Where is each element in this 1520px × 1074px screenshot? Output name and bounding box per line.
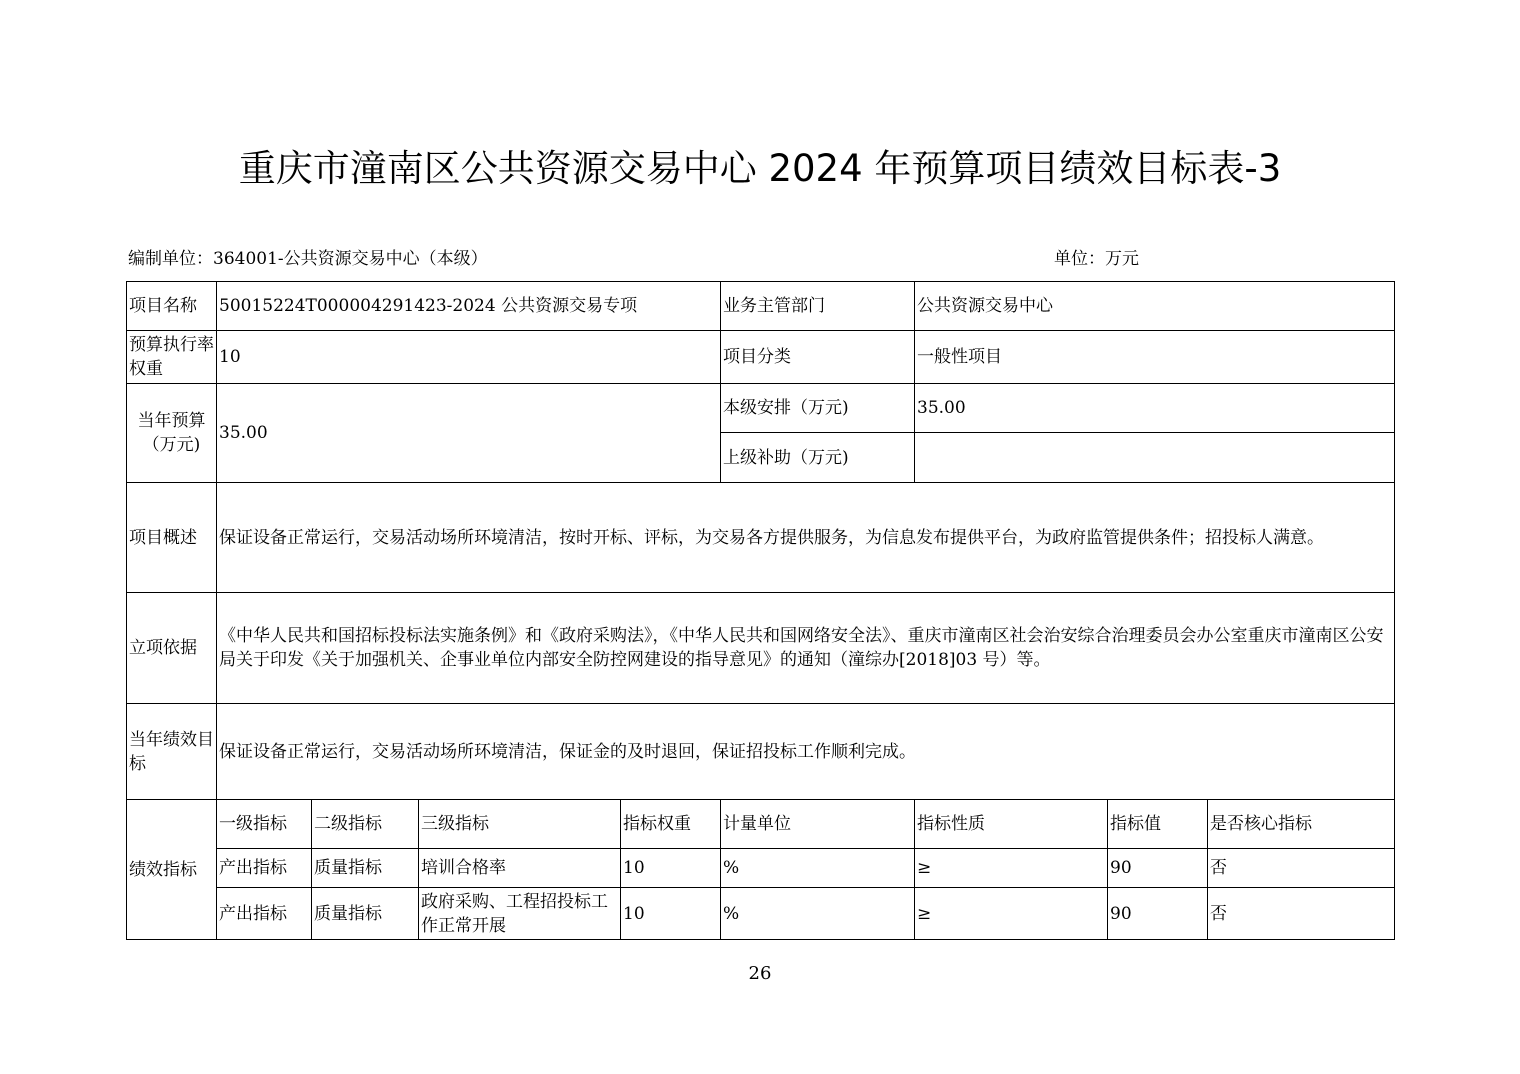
table-row (127, 849, 1395, 888)
indicator-cell: 产出指标 (217, 888, 312, 940)
indicator-cell: 10 (621, 849, 721, 888)
basis-value: 《中华人民共和国招标投标法实施条例》和《政府采购法》，《中华人民共和国网络安全法》、重庆市潼南区社会治安综合治理委员会办公室重庆市潼南区公安局关于印发《关于加强机关、企事业单位内部安全防控网建设的指导意见》的通知（潼综办[2018]03 号）等。 (217, 593, 1395, 704)
row-overview (127, 483, 1395, 593)
goal-value: 保证设备正常运行，交易活动场所环境清洁，保证金的及时退回，保证招投标工作顺利完成。 (217, 704, 1395, 800)
header-cell: 计量单位 (721, 800, 915, 849)
budget-value: 35.00 (217, 384, 721, 483)
project-name-value: 50015224T000004291423-2024 公共资源交易专项 (217, 282, 721, 331)
header-cell: 指标权重 (621, 800, 721, 849)
header-cell: 是否核心指标 (1208, 800, 1395, 849)
indicator-cell: % (721, 888, 915, 940)
row-project-name (127, 282, 1395, 331)
header-cell: 二级指标 (312, 800, 419, 849)
weight-value: 10 (217, 331, 721, 384)
unit-label: 单位：万元 (1054, 249, 1139, 269)
upper-value (915, 433, 1395, 483)
org-label: 编制单位：364001-公共资源交易中心（本级） (128, 249, 488, 269)
weight-label: 预算执行率权重 (127, 331, 217, 384)
header-cell: 指标性质 (915, 800, 1108, 849)
budget-label: 当年预算（万元) (127, 384, 217, 483)
indicator-cell: 政府采购、工程招投标工作正常开展 (419, 888, 621, 940)
overview-value: 保证设备正常运行，交易活动场所环境清洁，按时开标、评标，为交易各方提供服务，为信息发布提供平台，为政府监管提供条件；招投标人满意。 (217, 483, 1395, 593)
basis-label: 立项依据 (127, 593, 217, 704)
indicator-cell: 90 (1108, 849, 1208, 888)
indicator-cell: 质量指标 (312, 849, 419, 888)
indicator-cell: ≥ (915, 888, 1108, 940)
header-cell: 指标值 (1108, 800, 1208, 849)
indicator-cell: 质量指标 (312, 888, 419, 940)
dept-label: 业务主管部门 (721, 282, 915, 331)
dept-value: 公共资源交易中心 (915, 282, 1395, 331)
project-name-label: 项目名称 (127, 282, 217, 331)
upper-label: 上级补助（万元) (721, 433, 915, 483)
table-row (127, 888, 1395, 940)
overview-label: 项目概述 (127, 483, 217, 593)
performance-table (126, 281, 1395, 940)
row-budget (127, 384, 1395, 433)
indicator-cell: 10 (621, 888, 721, 940)
category-value: 一般性项目 (915, 331, 1395, 384)
row-weight (127, 331, 1395, 384)
header-cell: 一级指标 (217, 800, 312, 849)
indicator-cell: 否 (1208, 849, 1395, 888)
indicator-cell: ≥ (915, 849, 1108, 888)
local-value: 35.00 (915, 384, 1395, 433)
indicator-cell: % (721, 849, 915, 888)
indicator-cell: 培训合格率 (419, 849, 621, 888)
goal-label: 当年绩效目标 (127, 704, 217, 800)
category-label: 项目分类 (721, 331, 915, 384)
header-cell: 三级指标 (419, 800, 621, 849)
indicators-label: 绩效指标 (127, 800, 217, 940)
local-label: 本级安排（万元) (721, 384, 915, 433)
page-title: 重庆市潼南区公共资源交易中心 2024 年预算项目绩效目标表-3 (238, 147, 1282, 190)
page-number: 26 (748, 963, 772, 984)
indicator-cell: 90 (1108, 888, 1208, 940)
row-goal (127, 704, 1395, 800)
row-basis (127, 593, 1395, 704)
indicator-cell: 否 (1208, 888, 1395, 940)
indicator-header-row (127, 800, 1395, 849)
indicator-cell: 产出指标 (217, 849, 312, 888)
